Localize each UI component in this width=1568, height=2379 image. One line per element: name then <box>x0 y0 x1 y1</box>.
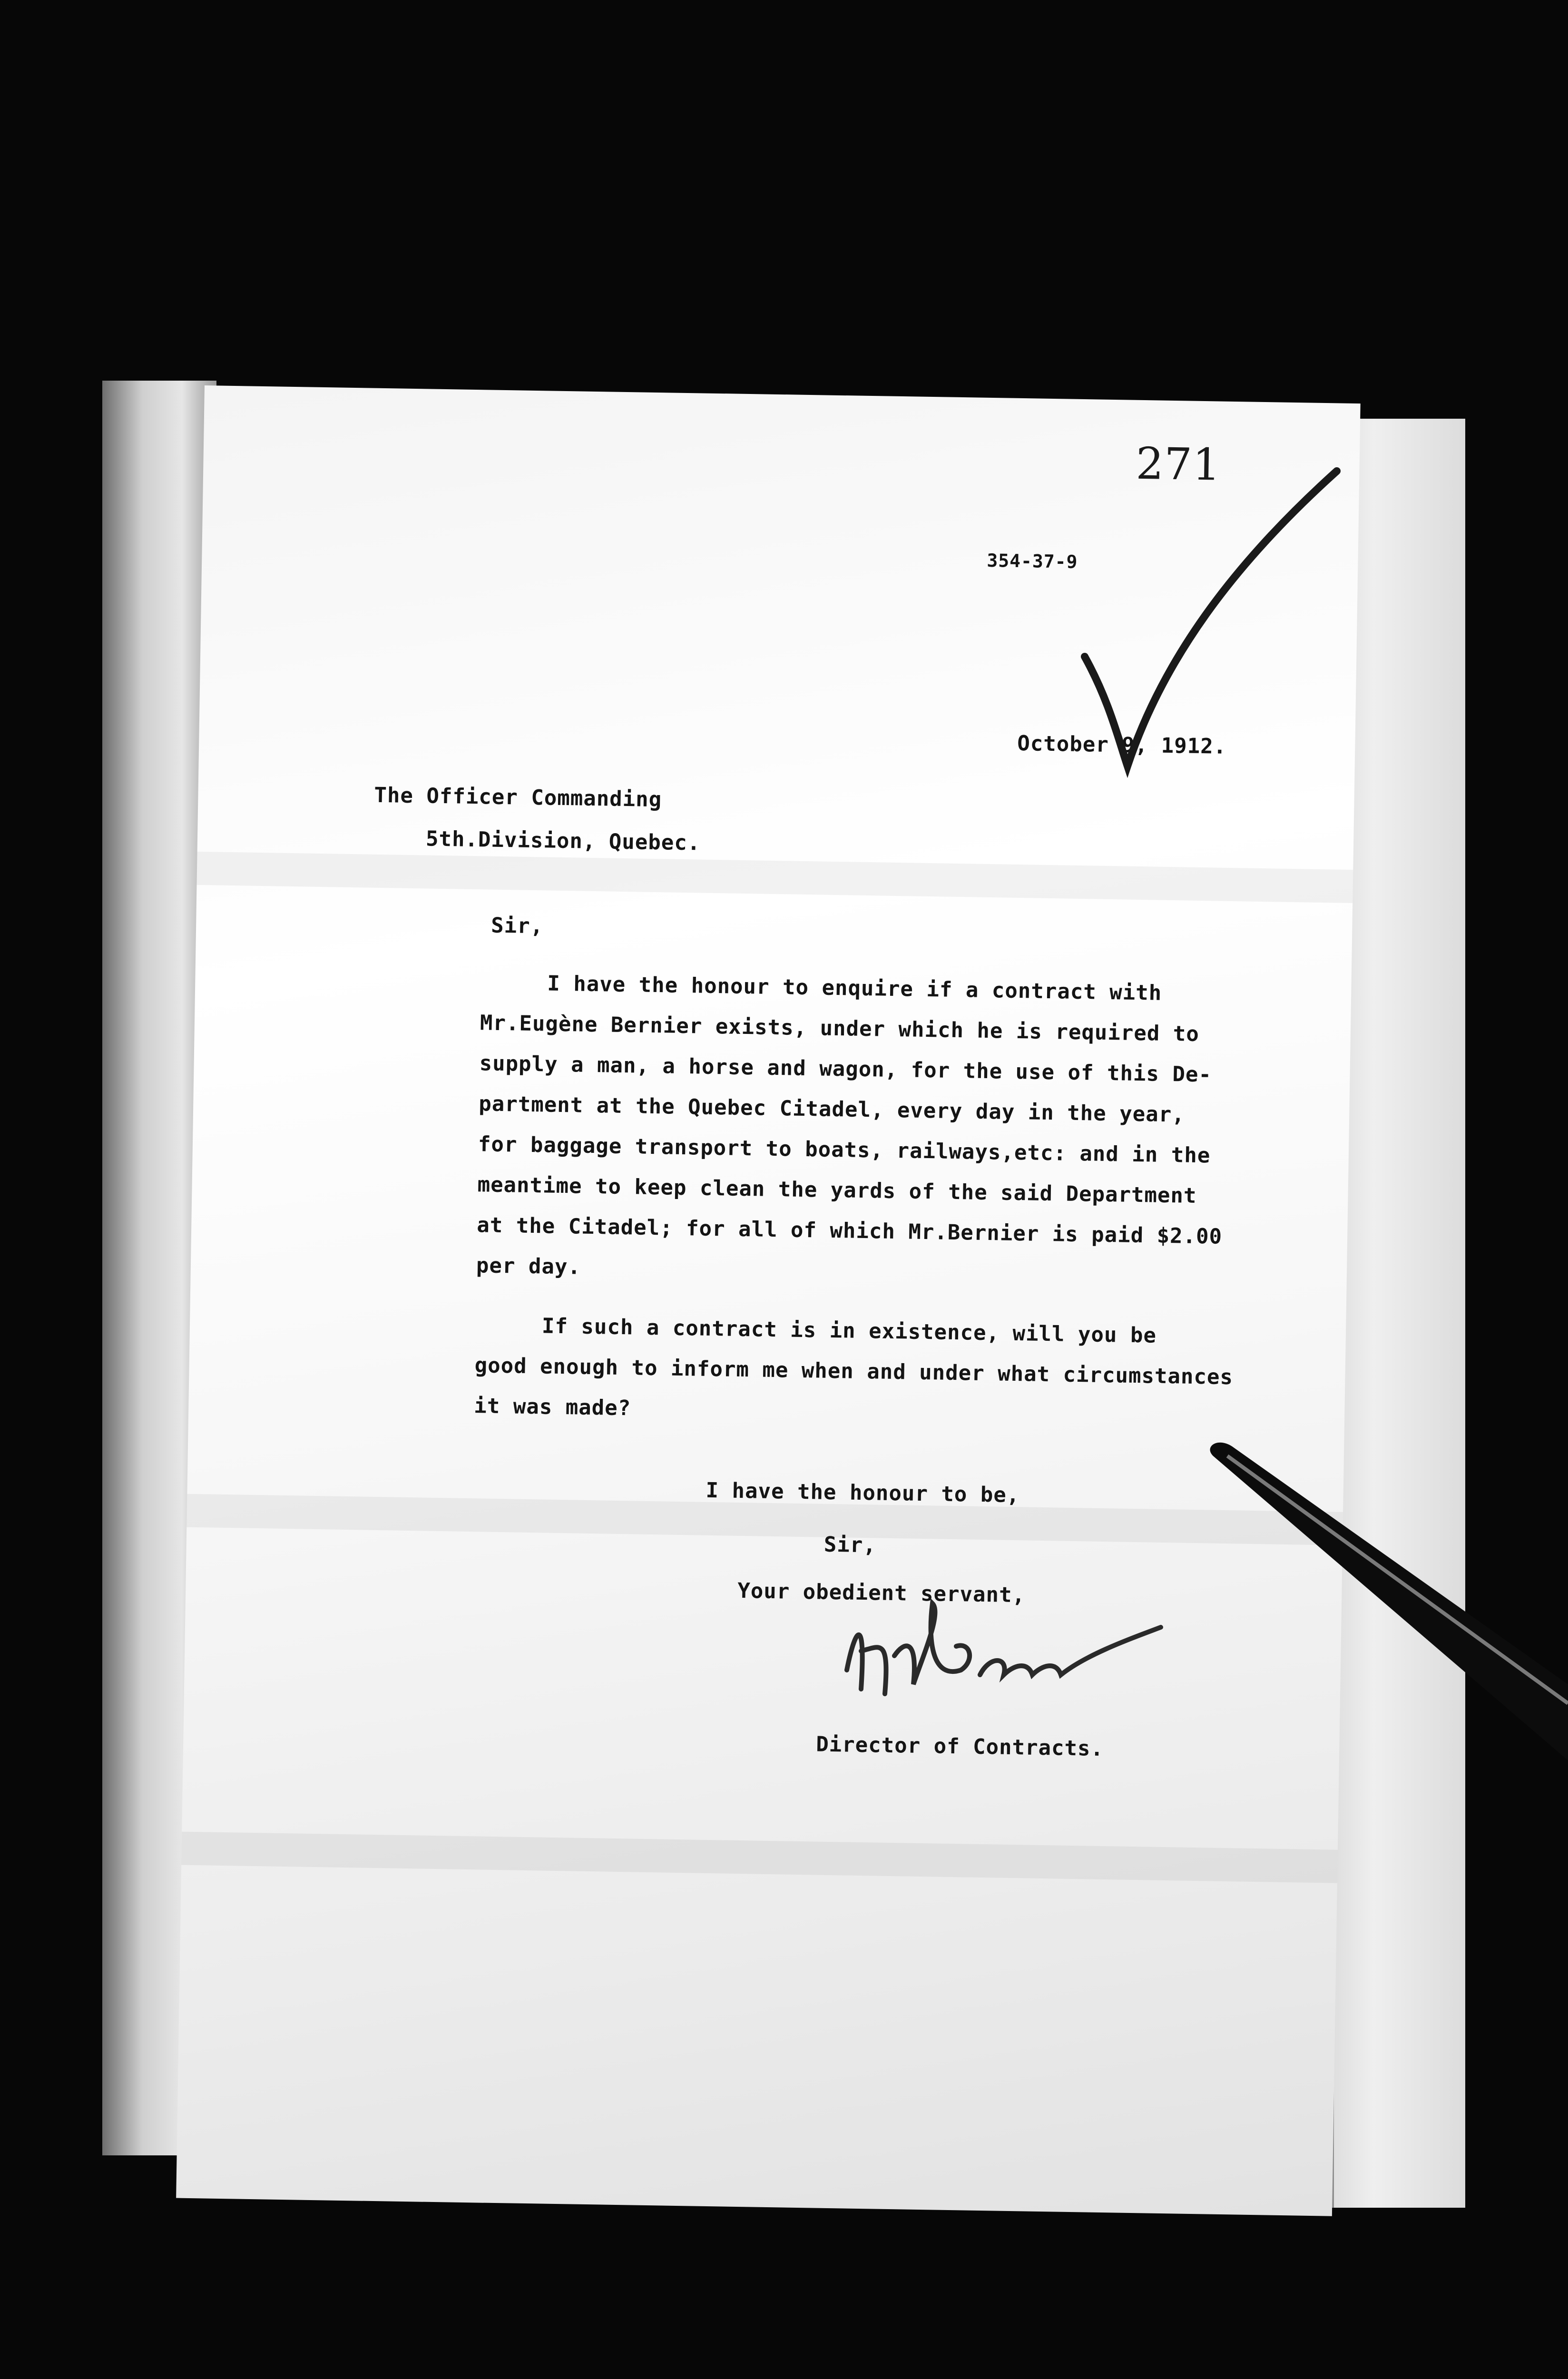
body-line: per day. <box>476 1253 581 1279</box>
body-line: good enough to inform me when and under what circumstances <box>474 1353 1234 1390</box>
addressee-line-2: 5th.Division, Quebec. <box>425 826 701 855</box>
handwritten-signature <box>837 1584 1170 1727</box>
paper-fold-shadow <box>181 1832 1338 1883</box>
body-line: partment at the Quebec Citadel, every day in the year, <box>478 1091 1186 1127</box>
body-line: If such a contract is in existence, will you be <box>541 1314 1157 1348</box>
closing-line-2: Sir, <box>823 1532 877 1558</box>
page-number: 271 <box>1135 438 1222 491</box>
body-line: Mr.Eugène Bernier exists, under which he is required to <box>480 1011 1200 1047</box>
paper-fold-shadow <box>197 852 1353 903</box>
body-line: for baggage transport to boats, railways,etc: and in the <box>478 1132 1211 1168</box>
body-line: it was made? <box>473 1394 631 1421</box>
closing-line-3: Your obedient servant, <box>737 1578 1026 1608</box>
pen-icon <box>1199 1437 1568 1779</box>
body-line: I have the honour to enquire if a contract with <box>547 971 1162 1005</box>
body-line: at the Citadel; for all of which Mr.Bernier is paid $2.00 <box>476 1213 1223 1249</box>
file-reference: 354-37-9 <box>987 550 1078 572</box>
handwritten-checkmark <box>1070 452 1356 785</box>
body-line: supply a man, a horse and wagon, for the use of this De- <box>479 1051 1212 1087</box>
addressee-line-1: The Officer Commanding <box>374 783 662 812</box>
signature-title: Director of Contracts. <box>815 1732 1104 1761</box>
salutation: Sir, <box>490 913 544 939</box>
body-line: meantime to keep clean the yards of the said Department <box>477 1172 1197 1208</box>
closing-line-1: I have the honour to be, <box>706 1478 1020 1508</box>
letter-date: October 9, 1912. <box>1017 731 1227 759</box>
